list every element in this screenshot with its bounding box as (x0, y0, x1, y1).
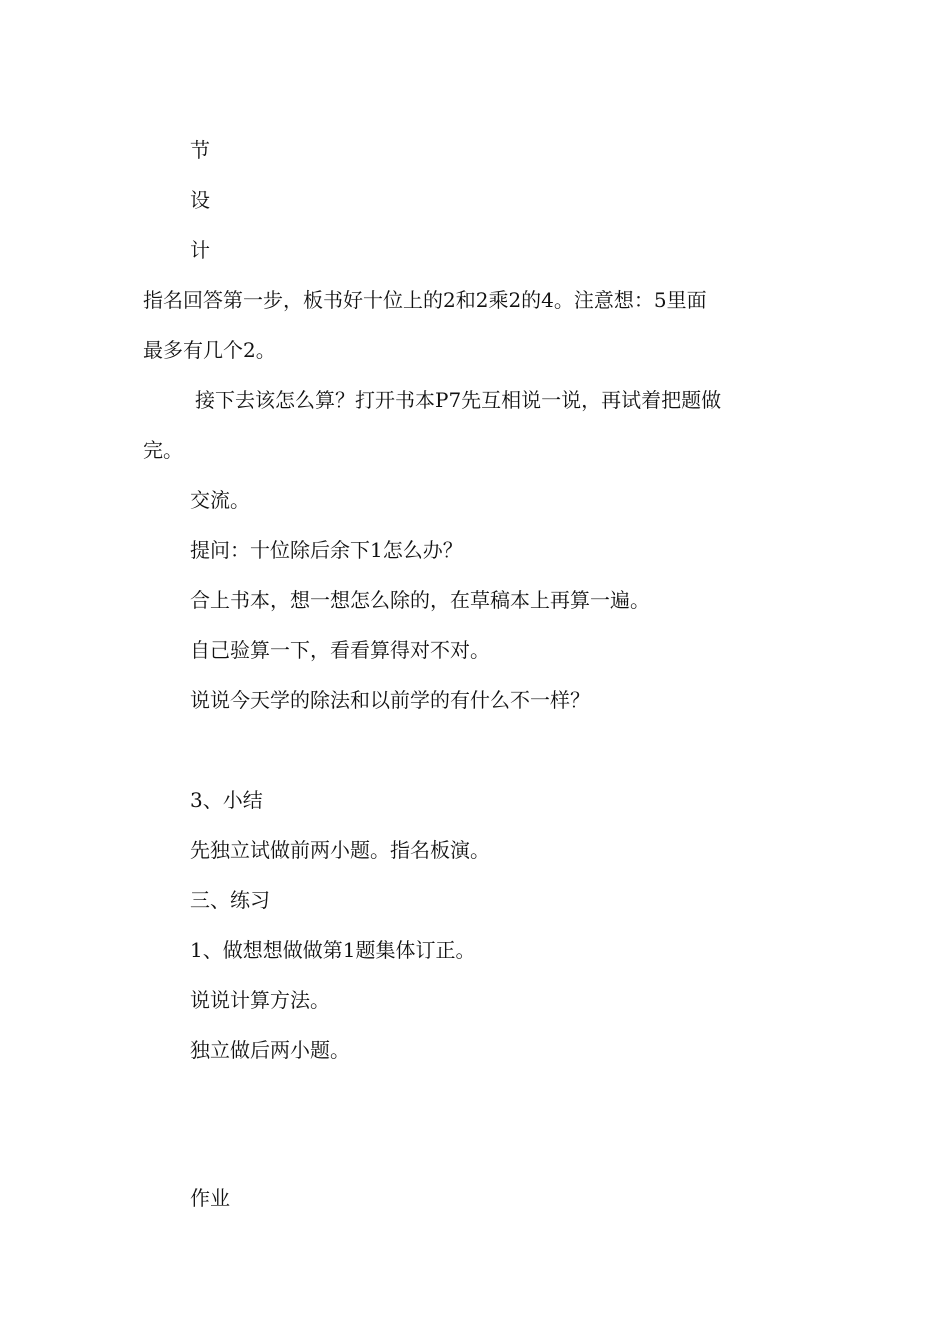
text-line: 1、做想想做做第1题集体订正。 (190, 938, 476, 962)
text-line: 接下去该怎么算？打开书本P7先互相说一说，再试着把题做 (195, 388, 722, 412)
text-line: 交流。 (190, 488, 250, 512)
text-line: 指名回答第一步，板书好十位上的2和2乘2的4。注意想：5里面 (143, 288, 707, 312)
section-heading: 三、练习 (190, 888, 270, 912)
text-line: 计 (190, 238, 210, 262)
text-line: 最多有几个2。 (143, 338, 276, 362)
text-line: 节 (190, 138, 210, 162)
text-line: 设 (190, 188, 210, 212)
text-line: 说说今天学的除法和以前学的有什么不一样？ (190, 688, 590, 712)
section-heading: 3、小结 (190, 788, 263, 812)
text-line: 合上书本，想一想怎么除的，在草稿本上再算一遍。 (190, 588, 650, 612)
section-heading: 作业 (190, 1186, 230, 1210)
text-line: 完。 (143, 438, 183, 462)
text-line: 提问：十位除后余下1怎么办？ (190, 538, 463, 562)
text-line: 说说计算方法。 (190, 988, 330, 1012)
text-line: 先独立试做前两小题。指名板演。 (190, 838, 490, 862)
text-line: 独立做后两小题。 (190, 1038, 350, 1062)
text-line: 自己验算一下，看看算得对不对。 (190, 638, 490, 662)
